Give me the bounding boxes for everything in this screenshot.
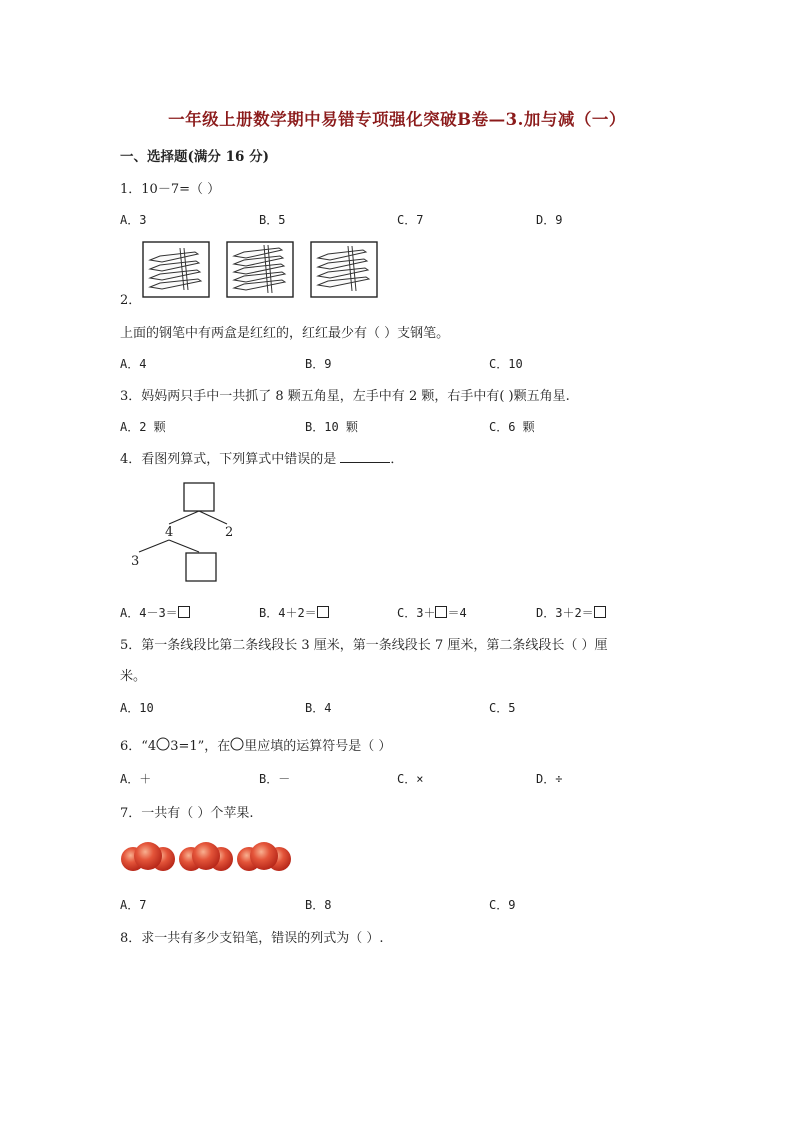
question-2-number: 2．	[120, 293, 142, 308]
q4-option-b-text: B．4＋2＝	[259, 606, 317, 620]
page-title: 一年级上册数学期中易错专项强化突破B卷—3.加与减（一）	[168, 110, 626, 129]
question-3-stem: 3．妈妈两只手中一共抓了 8 颗五角星，左手中有 2 颗，右手中有( )颗五角星.	[120, 389, 570, 404]
q4-option-c-suffix: ＝4	[447, 606, 467, 620]
q3-option-c: C．6 颗	[489, 420, 535, 434]
split-number-top-right: 2	[225, 525, 234, 540]
q6-option-a: A．＋	[120, 772, 152, 786]
question-7-stem: 7．一共有（ ）个苹果.	[120, 806, 254, 821]
question-1-stem: 1．10－7=（ ）	[120, 182, 221, 197]
section-heading: 一、选择题(满分 16 分)	[120, 149, 269, 165]
q4-stem-suffix: ．	[390, 452, 404, 467]
circle-icon	[230, 737, 244, 751]
q7-option-a: A．7	[120, 898, 147, 912]
q6-option-d: D．÷	[536, 772, 563, 786]
q7-option-b: B．8	[305, 898, 332, 912]
apples-image	[120, 832, 295, 876]
pen-box-2	[227, 242, 293, 297]
apple-group-2	[179, 842, 233, 871]
question-5-line2: 米。	[120, 669, 147, 684]
answer-box-icon	[178, 606, 190, 618]
q2-option-c: C．10	[489, 357, 523, 371]
answer-box-icon	[435, 606, 447, 618]
q3-option-a: A．2 颗	[120, 420, 166, 434]
q7-option-c: C．9	[489, 898, 516, 912]
bottom-empty-box	[186, 553, 216, 581]
split-number-bottom-left: 3	[131, 554, 140, 569]
q4-option-d-text: D．3＋2＝	[536, 606, 594, 620]
question-2-stem: 上面的钢笔中有两盒是红红的，红红最少有（ ）支钢笔。	[120, 326, 450, 341]
q4-option-a-text: A．4－3＝	[120, 606, 178, 620]
q6-text-1: 6．“4	[120, 739, 157, 754]
q1-option-b: B．5	[259, 213, 286, 227]
q2-option-b: B．9	[305, 357, 332, 371]
pen-box-1	[143, 242, 209, 297]
answer-box-icon	[594, 606, 606, 618]
pen-box-3	[311, 242, 377, 297]
q5-option-b: B．4	[305, 701, 332, 715]
q5-option-a: A．10	[120, 701, 154, 715]
q4-option-a	[120, 604, 190, 621]
q4-stem-prefix: 4．看图列算式，下列算式中错误的是	[120, 452, 337, 467]
q6-text-2: 3=1”，在	[170, 739, 231, 754]
q3-option-b: B．10 颗	[305, 420, 358, 434]
q4-option-b	[259, 604, 329, 621]
question-8-stem: 8．求一共有多少支铅笔，错误的列式为（ ）.	[120, 931, 384, 946]
question-4-stem	[120, 448, 403, 467]
q2-option-a: A．4	[120, 357, 147, 371]
question-6-stem	[120, 735, 391, 754]
q4-option-c-text: C．3＋	[397, 606, 436, 620]
q1-option-d: D．9	[536, 213, 563, 227]
q1-option-a: A．3	[120, 213, 147, 227]
answer-blank	[340, 450, 390, 463]
circle-icon	[156, 737, 170, 751]
q5-option-c: C．5	[489, 701, 516, 715]
q4-option-d	[536, 604, 606, 621]
answer-box-icon	[317, 606, 329, 618]
question-5-line1: 5．第一条线段比第二条线段长 3 厘米，第一条线段长 7 厘米，第二条线段长（ ）厘	[120, 638, 608, 653]
q6-text-3: 里应填的运算符号是（ ）	[244, 739, 392, 754]
pen-boxes-figure	[140, 240, 380, 300]
q6-option-c: C．×	[397, 772, 424, 786]
apple-group-1	[121, 842, 175, 871]
top-empty-box	[184, 483, 214, 511]
q1-option-c: C．7	[397, 213, 424, 227]
q4-option-c	[397, 604, 467, 621]
number-split-diagram	[125, 480, 245, 588]
q6-option-b: B．－	[259, 772, 291, 786]
split-number-top-left: 4	[165, 525, 174, 540]
apple-group-3	[237, 842, 291, 871]
